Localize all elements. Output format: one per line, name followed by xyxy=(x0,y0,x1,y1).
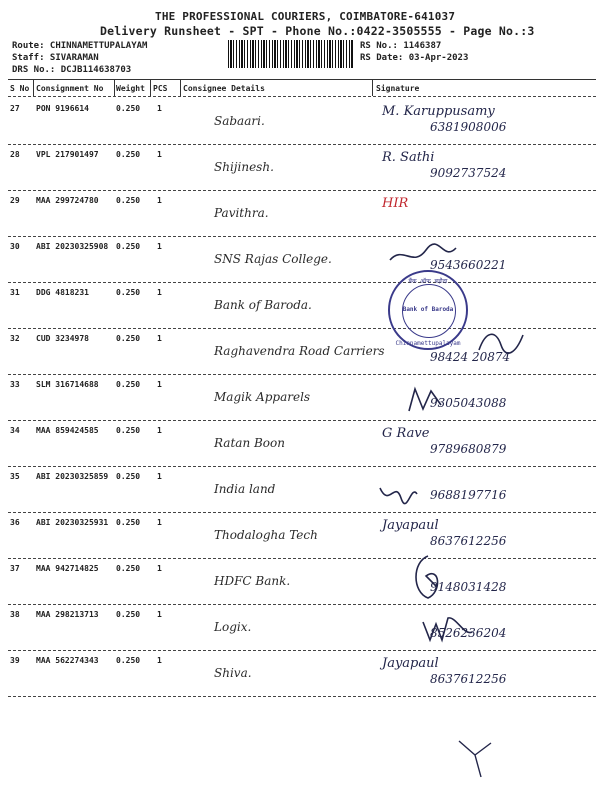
row-consignment-no: MAA 298213713 xyxy=(36,610,99,619)
row-phone: 8526236204 xyxy=(430,626,507,640)
row-sno: 37 xyxy=(10,564,20,573)
col-divider xyxy=(372,80,373,96)
rs-date: RS Date: 03-Apr-2023 xyxy=(360,53,469,63)
signature-scribble xyxy=(388,240,458,270)
row-consignment-no: MAA 562274343 xyxy=(36,656,99,665)
row-consignee: Pavithra. xyxy=(214,206,269,220)
row-separator xyxy=(8,558,596,559)
company-title: THE PROFESSIONAL COURIERS, COIMBATORE-641037 xyxy=(155,10,456,23)
row-pcs: 1 xyxy=(157,288,162,297)
row-pcs: 1 xyxy=(157,150,162,159)
row-weight: 0.250 xyxy=(116,242,141,251)
row-pcs: 1 xyxy=(157,242,162,251)
row-separator xyxy=(8,144,596,145)
stamp-top-text: बैंक ऑफ बड़ौदा xyxy=(408,278,448,285)
row-separator xyxy=(8,420,596,421)
row-consignment-no: VPL 217901497 xyxy=(36,150,99,159)
row-consignee: Sabaari. xyxy=(214,114,265,128)
bank-stamp xyxy=(388,270,468,350)
col-divider xyxy=(114,80,115,96)
row-phone: 9543660221 xyxy=(430,258,507,272)
col-header-pcs: PCS xyxy=(153,84,168,93)
row-phone: 8637612256 xyxy=(430,534,507,548)
row-consignment-no: SLM 316714688 xyxy=(36,380,99,389)
stamp-bottom-text: Chinnamettupalayam xyxy=(395,340,461,347)
row-pcs: 1 xyxy=(157,610,162,619)
signature-scribble xyxy=(408,552,446,602)
row-pcs: 1 xyxy=(157,518,162,527)
row-signature: G Rave xyxy=(382,426,430,441)
row-sno: 28 xyxy=(10,150,20,159)
row-consignment-no: ABI 20230325908 xyxy=(36,242,109,251)
page-tick-mark xyxy=(455,735,495,780)
row-consignment-no: MAA 299724780 xyxy=(36,196,99,205)
row-sno: 35 xyxy=(10,472,20,481)
col-header-signature: Signature xyxy=(376,84,420,93)
row-pcs: 1 xyxy=(157,380,162,389)
row-pcs: 1 xyxy=(157,196,162,205)
row-separator xyxy=(8,190,596,191)
row-weight: 0.250 xyxy=(116,380,141,389)
row-signature: Jayapaul xyxy=(382,518,439,533)
row-pcs: 1 xyxy=(157,334,162,343)
row-sno: 30 xyxy=(10,242,20,251)
row-separator xyxy=(8,282,596,283)
row-sno: 32 xyxy=(10,334,20,343)
row-pcs: 1 xyxy=(157,564,162,573)
row-signature: M. Karuppusamy xyxy=(382,104,495,119)
col-header-consignment: Consignment No xyxy=(36,84,104,93)
row-phone: 8637612256 xyxy=(430,672,507,686)
staff-label: Staff: SIVARAMAN xyxy=(12,53,99,63)
signature-scribble xyxy=(476,325,526,355)
header-top-rule xyxy=(8,79,596,80)
row-weight: 0.250 xyxy=(116,472,141,481)
signature-scribble xyxy=(405,385,445,415)
row-pcs: 1 xyxy=(157,104,162,113)
row-pcs: 1 xyxy=(157,426,162,435)
col-header-weight: Weight xyxy=(116,84,145,93)
signature-scribble xyxy=(420,610,475,644)
col-header-consignee: Consignee Details xyxy=(183,84,265,93)
row-consignment-no: ABI 20230325931 xyxy=(36,518,109,527)
row-separator xyxy=(8,696,596,697)
row-consignment-no: CUD 3234978 xyxy=(36,334,89,343)
row-signature: HIR xyxy=(382,196,409,211)
row-sno: 34 xyxy=(10,426,20,435)
row-weight: 0.250 xyxy=(116,610,141,619)
row-weight: 0.250 xyxy=(116,426,141,435)
row-consignment-no: PON 9196614 xyxy=(36,104,89,113)
row-phone: 9148031428 xyxy=(430,580,507,594)
row-sno: 27 xyxy=(10,104,20,113)
row-phone: 9305043088 xyxy=(430,396,507,410)
row-consignee: Shijinesh. xyxy=(214,160,274,174)
row-pcs: 1 xyxy=(157,656,162,665)
row-weight: 0.250 xyxy=(116,104,141,113)
row-consignee: Magik Apparels xyxy=(214,390,311,404)
row-sno: 38 xyxy=(10,610,20,619)
row-signature: Jayapaul xyxy=(382,656,439,671)
row-phone: 6381908006 xyxy=(430,120,507,134)
row-sno: 29 xyxy=(10,196,20,205)
row-sno: 33 xyxy=(10,380,20,389)
row-pcs: 1 xyxy=(157,472,162,481)
row-consignment-no: DDG 4818231 xyxy=(36,288,89,297)
row-consignee: Ratan Boon xyxy=(214,436,285,450)
row-separator xyxy=(8,374,596,375)
col-divider xyxy=(33,80,34,96)
row-separator xyxy=(8,512,596,513)
row-consignee: SNS Rajas College. xyxy=(214,252,332,266)
row-weight: 0.250 xyxy=(116,288,141,297)
barcode xyxy=(228,40,353,68)
row-phone: 9789680879 xyxy=(430,442,507,456)
row-phone: 98424 20874 xyxy=(430,350,511,364)
row-consignee: Thodalogha Tech xyxy=(214,528,318,542)
col-divider xyxy=(180,80,181,96)
row-consignee: HDFC Bank. xyxy=(214,574,291,588)
signature-scribble xyxy=(377,478,419,508)
row-consignee: Bank of Baroda. xyxy=(214,298,312,312)
row-consignment-no: ABI 20230325859 xyxy=(36,472,109,481)
row-sno: 31 xyxy=(10,288,20,297)
row-separator xyxy=(8,236,596,237)
drs-number: DRS No.: DCJB114638703 xyxy=(12,65,132,75)
row-signature: R. Sathi xyxy=(382,150,435,165)
row-weight: 0.250 xyxy=(116,564,141,573)
row-weight: 0.250 xyxy=(116,150,141,159)
route-label: Route: CHINNAMETTUPALAYAM xyxy=(12,41,148,51)
row-weight: 0.250 xyxy=(116,196,141,205)
row-separator xyxy=(8,650,596,651)
row-consignment-no: MAA 942714825 xyxy=(36,564,99,573)
rs-number: RS No.: 1146387 xyxy=(360,41,442,51)
header-bottom-rule xyxy=(8,96,596,97)
row-weight: 0.250 xyxy=(116,656,141,665)
row-separator xyxy=(8,466,596,467)
row-sno: 39 xyxy=(10,656,20,665)
row-phone: 9688197716 xyxy=(430,488,507,502)
row-weight: 0.250 xyxy=(116,334,141,343)
row-weight: 0.250 xyxy=(116,518,141,527)
row-consignee: India land xyxy=(214,482,276,496)
stamp-middle-text: Bank of Baroda xyxy=(402,306,454,313)
row-separator xyxy=(8,604,596,605)
row-consignee: Shiva. xyxy=(214,666,252,680)
row-consignment-no: MAA 859424585 xyxy=(36,426,99,435)
row-sno: 36 xyxy=(10,518,20,527)
runsheet-subtitle: Delivery Runsheet - SPT - Phone No.:0422-3505555 - Page No.:3 xyxy=(100,24,535,38)
col-divider xyxy=(150,80,151,96)
row-consignee: Logix. xyxy=(214,620,252,634)
row-consignee: Raghavendra Road Carriers xyxy=(214,344,385,358)
col-header-sno: S No xyxy=(10,84,30,93)
row-phone: 9092737524 xyxy=(430,166,507,180)
